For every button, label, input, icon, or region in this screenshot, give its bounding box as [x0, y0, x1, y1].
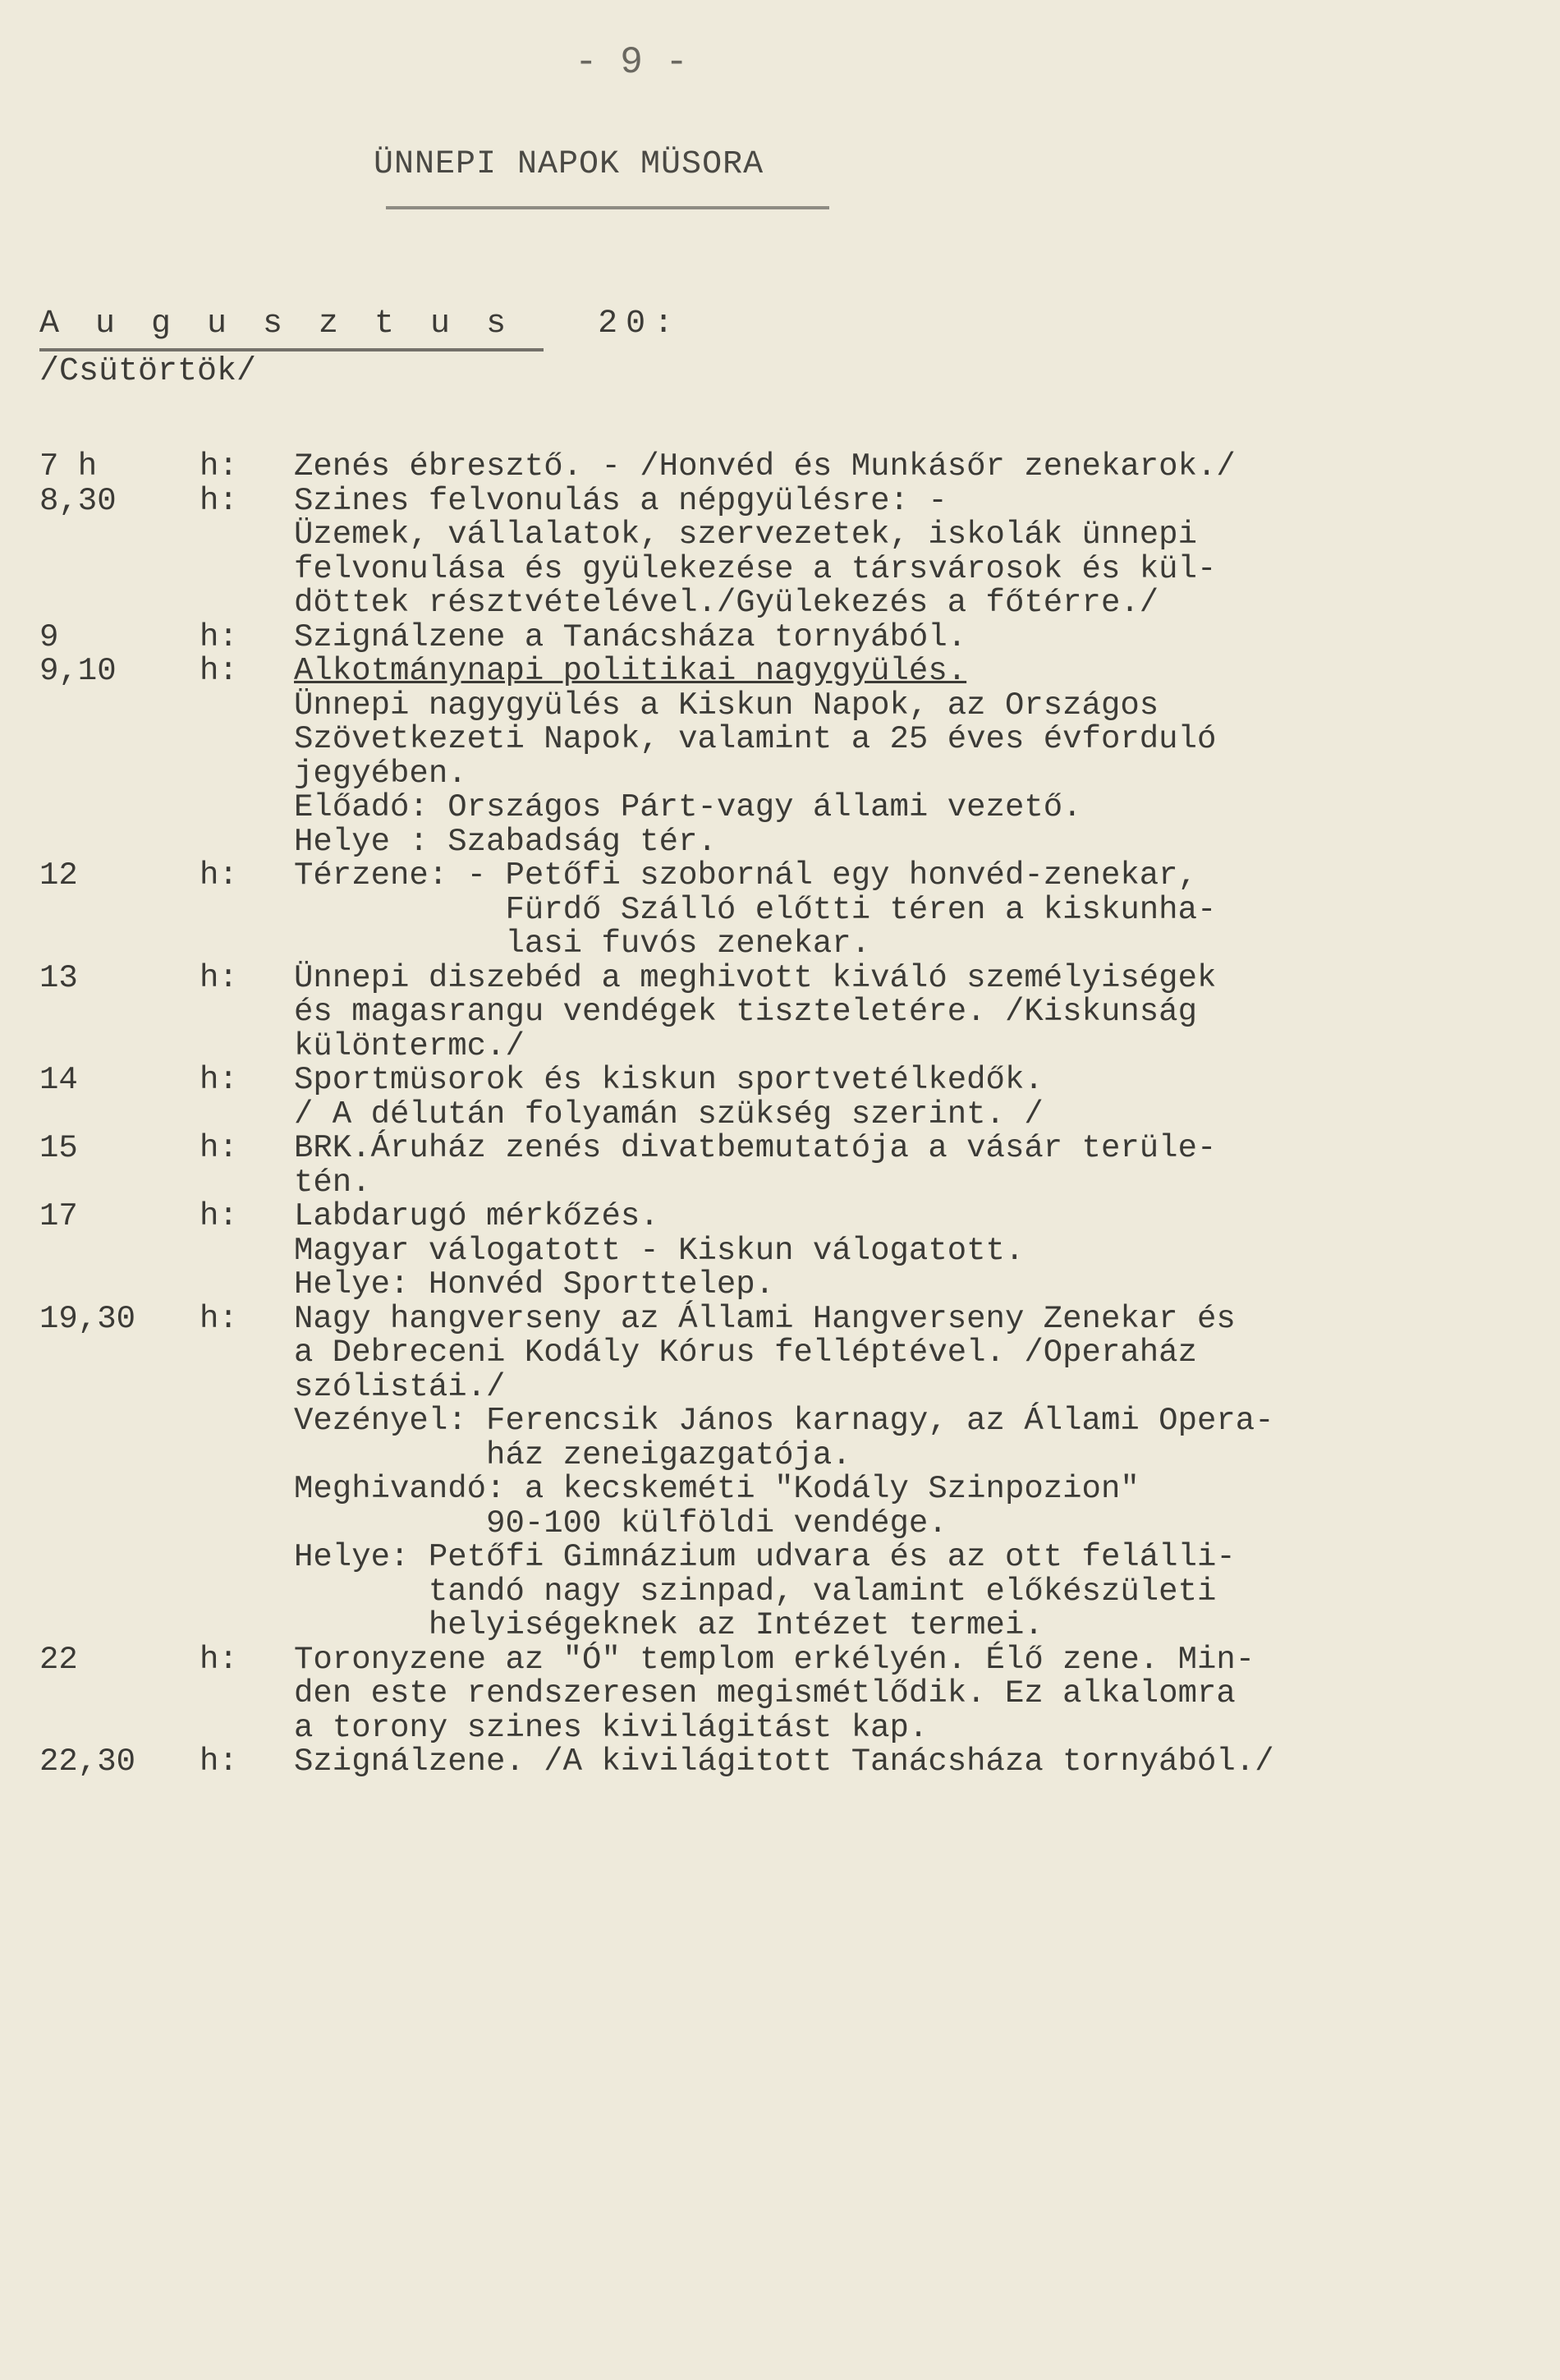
entry-time: 12 [39, 857, 78, 894]
program-entry [39, 1064, 1509, 1132]
weekday-label: /Csütörtök/ [39, 353, 257, 390]
program-entry [39, 618, 1509, 655]
entry-description [294, 1300, 1509, 1643]
entry-line: Zenés ébresztő. - /Honvéd és Munkásőr zenekarok./ [294, 448, 1236, 485]
entry-description [294, 959, 1509, 1064]
entry-time: 15 [39, 1130, 78, 1166]
entry-line: Magyar válogatott - Kiskun válogatott. [294, 1232, 1025, 1269]
entry-line: Szignálzene a Tanácsháza tornyából. [294, 618, 967, 655]
entry-hour-mark: h: [200, 1198, 238, 1234]
entry-line: felvonulása és gyülekezése a társvárosok és kül- [294, 550, 1217, 587]
program-entry [39, 482, 1509, 621]
entry-line: Helye : Szabadság tér. [294, 823, 717, 860]
entry-line: Helye: Petőfi Gimnázium udvara és az ott felálli- [294, 1539, 1236, 1575]
entry-line: ház zeneigazgatója. [294, 1436, 851, 1473]
entry-line: BRK.Áruház zenés divatbemutatója a vásár terüle- [294, 1130, 1217, 1166]
program-entry [39, 1300, 1509, 1643]
entry-time: 13 [39, 959, 78, 996]
program-entry [39, 1643, 1509, 1746]
entry-line: a Debreceni Kodály Kórus felléptével. /Operaház [294, 1335, 1197, 1371]
entry-line: és magasrangu vendégek tiszteletére. /Kiskunság [294, 994, 1197, 1030]
entry-time: 9 [39, 618, 59, 655]
entry-line: 90-100 külföldi vendége. [294, 1505, 947, 1541]
program-entry [39, 959, 1509, 1064]
entry-time: 7 h [39, 448, 98, 485]
date-underline [39, 348, 544, 351]
entry-time: 19,30 [39, 1300, 136, 1337]
entry-line: Sportmüsorok és kiskun sportvetélkedők. [294, 1062, 1044, 1098]
entry-line: Szignálzene. /A kivilágitott Tanácsháza tornyából./ [294, 1744, 1274, 1780]
entry-time: 9,10 [39, 653, 117, 689]
entry-hour-mark: h: [200, 857, 238, 894]
program-entry [39, 450, 1509, 485]
entry-line: Ünnepi diszebéd a meghivott kiváló személyiségek [294, 959, 1217, 996]
program-entry [39, 655, 1509, 859]
program-list [39, 450, 1509, 1780]
entry-hour-mark: h: [200, 448, 238, 485]
entry-hour-mark: h: [200, 1641, 238, 1678]
entry-line: Fürdő Szálló előtti téren a kiskunha- [294, 891, 1217, 928]
entry-time: 22,30 [39, 1744, 136, 1780]
entry-line: Alkotmánynapi politikai nagygyülés. [294, 653, 967, 689]
entry-line: Meghivandó: a kecskeméti "Kodály Szinpozion" [294, 1471, 1140, 1507]
entry-line: Szövetkezeti Napok, valamint a 25 éves évforduló [294, 721, 1217, 757]
entry-line: Térzene: - Petőfi szobornál egy honvéd-zenekar, [294, 857, 1197, 894]
entry-line: Üzemek, vállalatok, szervezetek, iskolák ünnepi [294, 517, 1197, 553]
entry-hour-mark: h: [200, 959, 238, 996]
entry-line: / A délután folyamán szükség szerint. / [294, 1096, 1044, 1133]
entry-description [294, 1643, 1509, 1746]
title-underline [386, 206, 829, 209]
entry-description [294, 450, 1509, 485]
entry-hour-mark: h: [200, 653, 238, 689]
entry-hour-mark: h: [200, 1744, 238, 1780]
entry-description [294, 1745, 1509, 1780]
entry-line: lasi fuvós zenekar. [294, 926, 871, 962]
program-entry [39, 1200, 1509, 1303]
entry-description [294, 1200, 1509, 1303]
entry-line: szólistái./ [294, 1368, 506, 1405]
entry-description [294, 618, 1509, 655]
entry-description [294, 655, 1509, 859]
page-title: ÜNNEPI NAPOK MÜSORA [374, 146, 764, 183]
entry-description [294, 859, 1509, 962]
entry-time: 22 [39, 1641, 78, 1678]
entry-line: tén. [294, 1164, 371, 1201]
page-number: - 9 - [575, 41, 689, 84]
entry-line: Nagy hangverseny az Állami Hangverseny Zenekar és [294, 1300, 1236, 1337]
entry-line: Toronyzene az "Ó" templom erkélyén. Élő zene. Min- [294, 1641, 1255, 1678]
entry-description [294, 1064, 1509, 1132]
program-entry [39, 1745, 1509, 1780]
entry-line: a torony szines kivilágitást kap. [294, 1709, 929, 1746]
entry-description [294, 482, 1509, 621]
entry-line: Szines felvonulás a népgyülésre: - [294, 482, 947, 519]
program-entry [39, 1132, 1509, 1200]
entry-line: Ünnepi nagygyülés a Kiskun Napok, az Országos [294, 687, 1159, 724]
entry-line: Helye: Honvéd Sporttelep. [294, 1266, 775, 1303]
program-entry [39, 859, 1509, 962]
entry-description [294, 1132, 1509, 1200]
entry-line: Vezényel: Ferencsik János karnagy, az Állami Opera- [294, 1403, 1274, 1439]
entry-line: döttek résztvételével./Gyülekezés a főtérre./ [294, 585, 1159, 621]
entry-time: 17 [39, 1198, 78, 1234]
entry-time: 14 [39, 1062, 78, 1098]
entry-hour-mark: h: [200, 482, 238, 519]
entry-hour-mark: h: [200, 1300, 238, 1337]
date-heading: A u g u s z t u s 20: [39, 306, 682, 342]
entry-line: különtermc./ [294, 1027, 525, 1064]
entry-hour-mark: h: [200, 1062, 238, 1098]
entry-line: tandó nagy szinpad, valamint előkészületi [294, 1573, 1217, 1610]
entry-line: den este rendszeresen megismétlődik. Ez alkalomra [294, 1675, 1236, 1711]
entry-hour-mark: h: [200, 618, 238, 655]
entry-line: Előadó: Országos Párt-vagy állami vezető. [294, 789, 1082, 825]
entry-hour-mark: h: [200, 1130, 238, 1166]
entry-line: helyiségeknek az Intézet termei. [294, 1607, 1044, 1643]
entry-line: Labdarugó mérkőzés. [294, 1198, 659, 1234]
entry-time: 8,30 [39, 482, 117, 519]
entry-line: jegyében. [294, 755, 467, 792]
